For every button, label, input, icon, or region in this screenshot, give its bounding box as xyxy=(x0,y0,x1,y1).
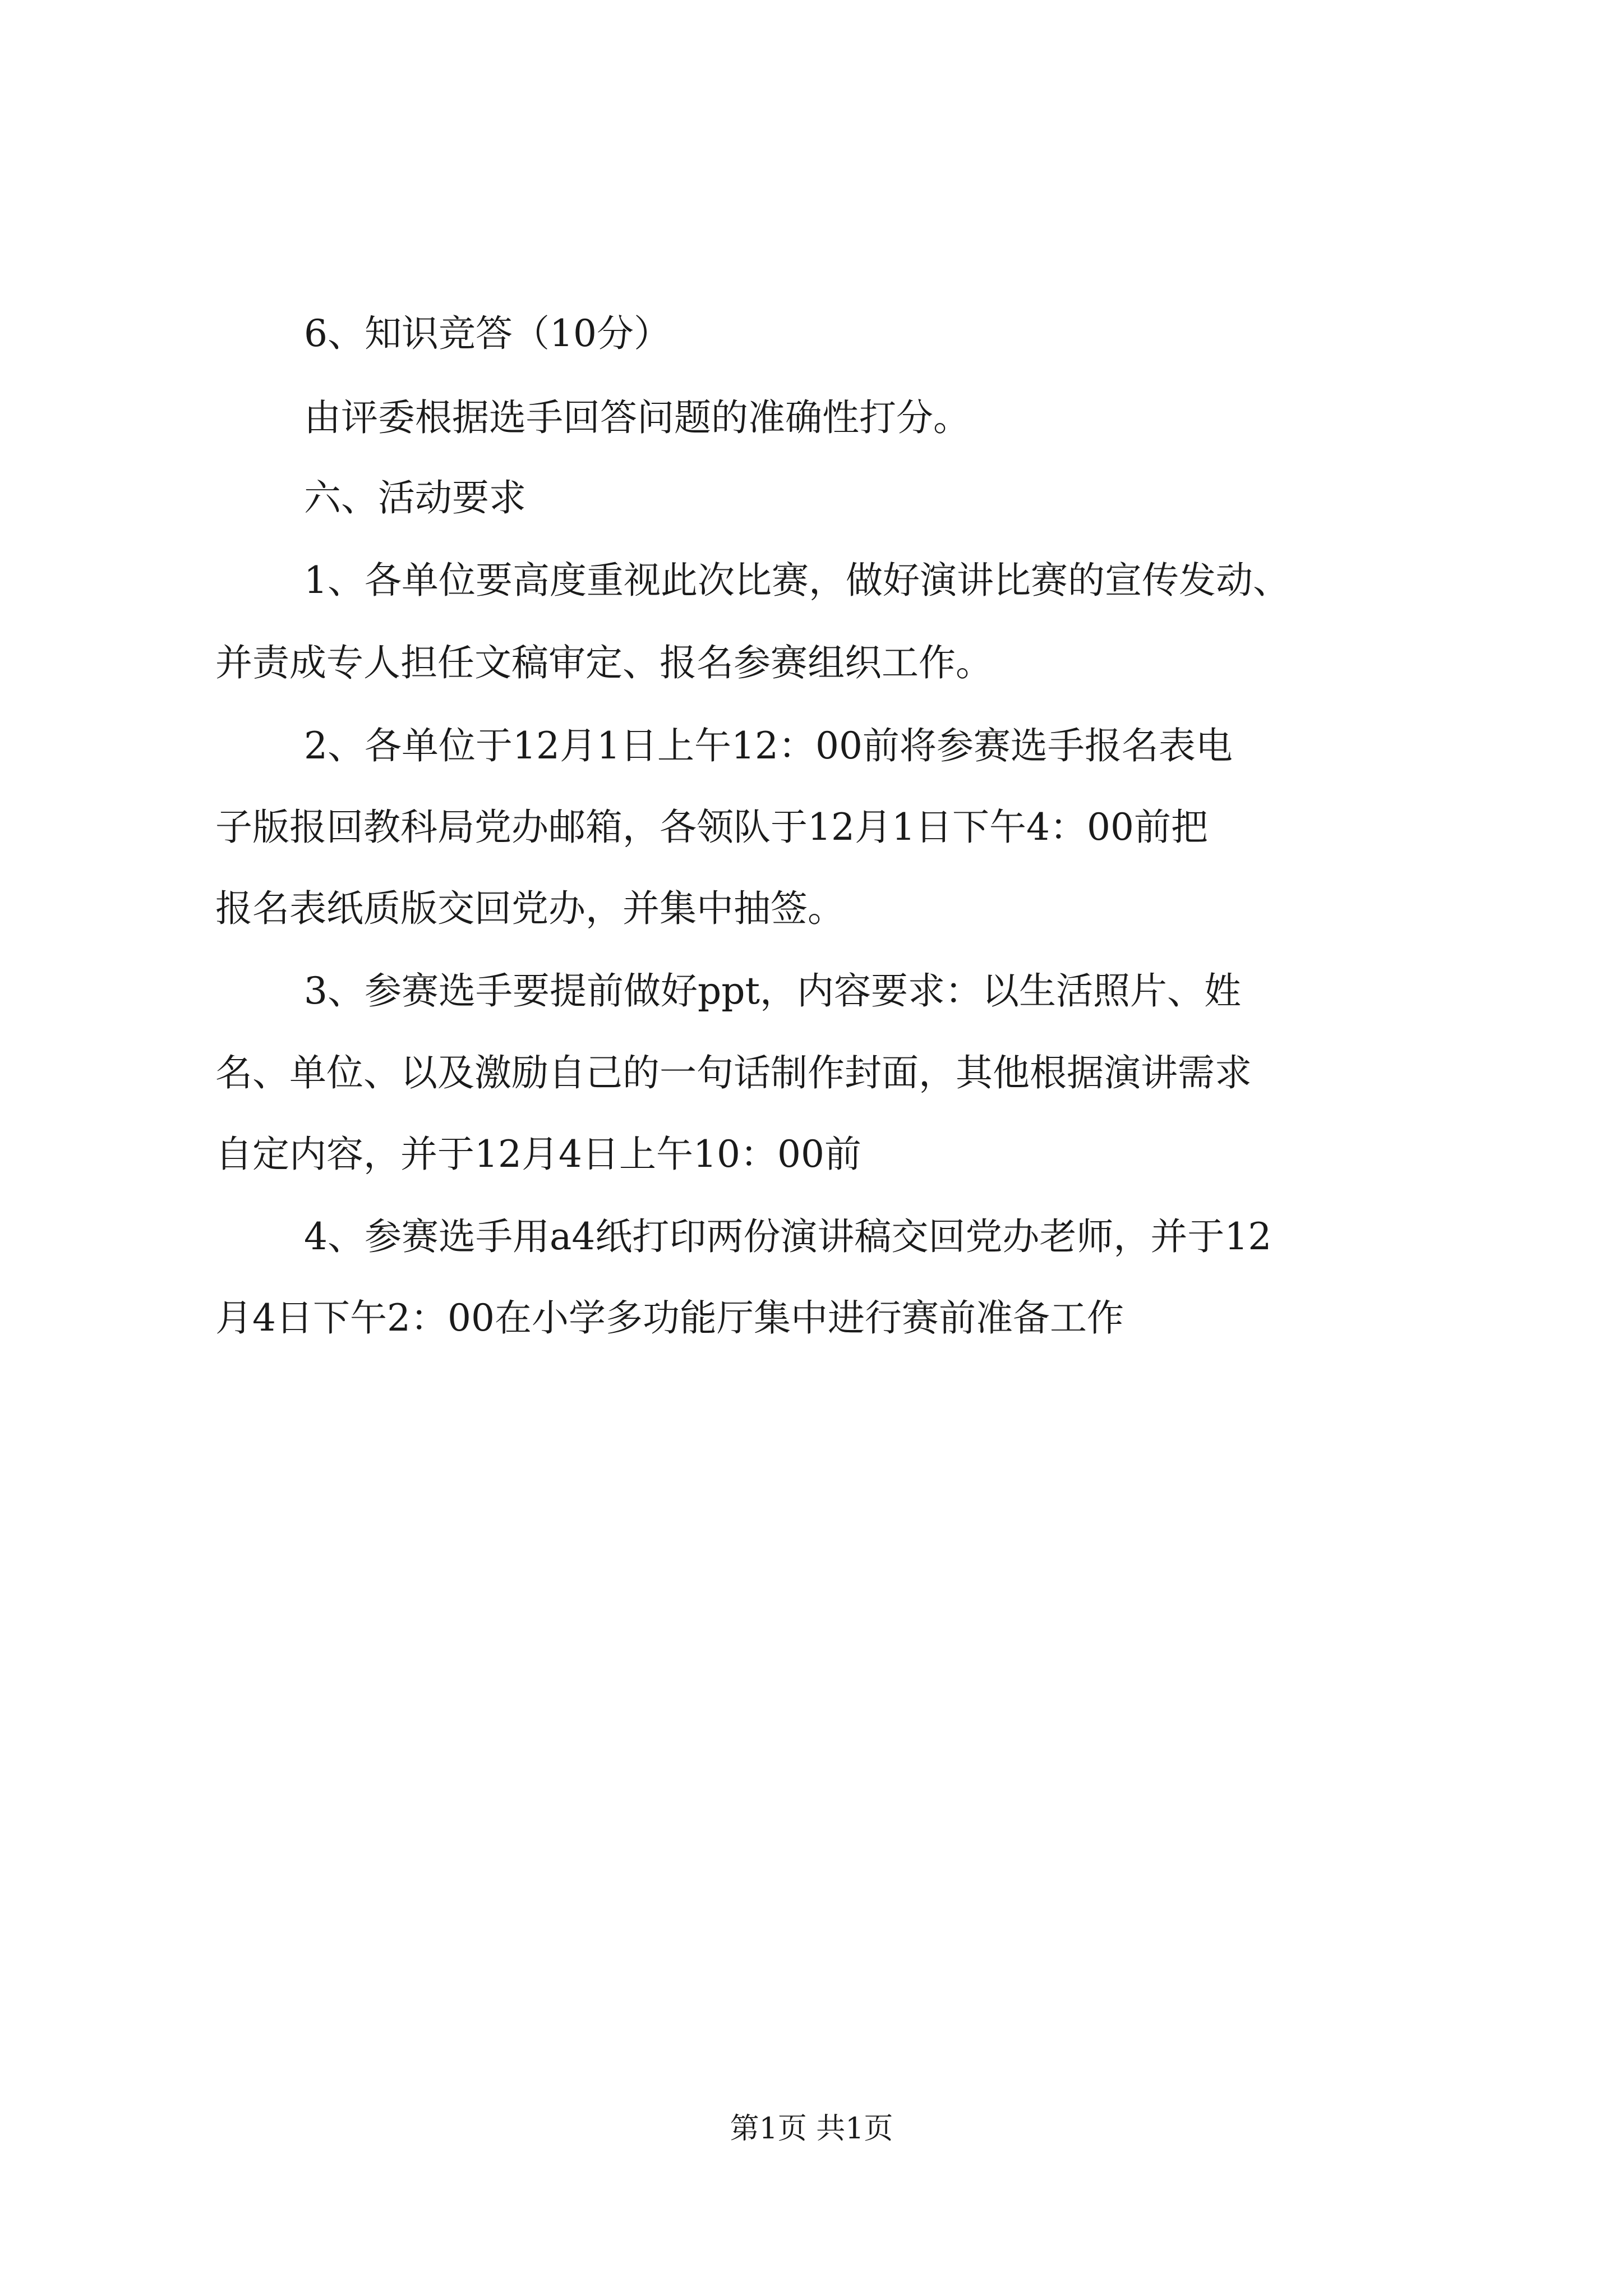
paragraph-line: 由评委根据选手回答问题的准确性打分。 xyxy=(304,396,970,439)
paragraph-line: 1、各单位要高度重视此次比赛，做好演讲比赛的宣传发动、 xyxy=(304,559,1290,602)
paragraph-line: 名、单位、以及激励自己的一句话制作封面，其他根据演讲需求 xyxy=(215,1051,1252,1094)
paragraph-line: 6、知识竞答（10分） xyxy=(304,312,671,355)
paragraph-line: 并责成专人担任文稿审定、报名参赛组织工作。 xyxy=(215,641,993,684)
section-heading: 六、活动要求 xyxy=(304,476,526,519)
paragraph-line: 4、参赛选手用a4纸打印两份演讲稿交回党办老师，并于12 xyxy=(304,1215,1272,1258)
paragraph-line: 自定内容，并于12月4日上午10：00前 xyxy=(215,1133,861,1176)
paragraph-line: 月4日下午2：00在小学多功能厅集中进行赛前准备工作 xyxy=(215,1296,1124,1340)
page-number-footer: 第1页 共1页 xyxy=(730,2112,893,2146)
paragraph-line: 3、参赛选手要提前做好ppt，内容要求：以生活照片、姓 xyxy=(304,969,1242,1013)
paragraph-line: 子版报回教科局党办邮箱，各领队于12月1日下午4：00前把 xyxy=(215,806,1208,849)
paragraph-line: 报名表纸质版交回党办，并集中抽签。 xyxy=(215,887,845,930)
paragraph-line: 2、各单位于12月1日上午12：00前将参赛选手报名表电 xyxy=(304,724,1233,767)
